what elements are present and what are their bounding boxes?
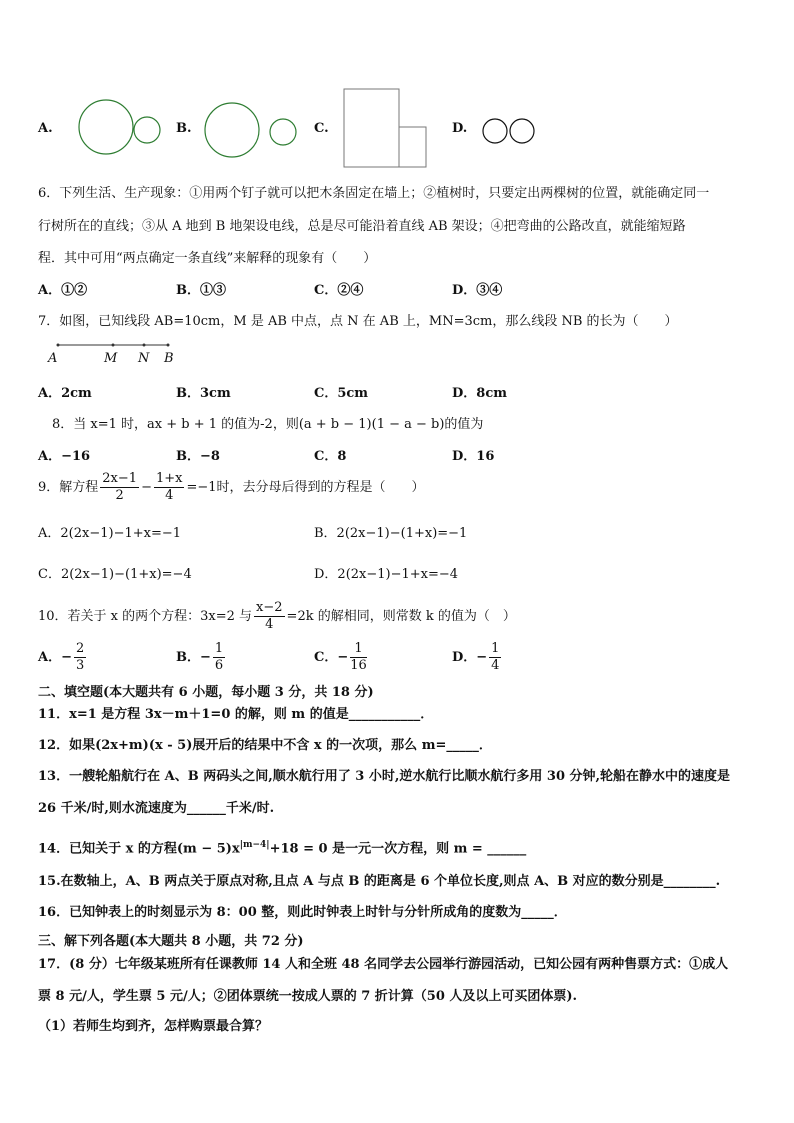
q7-text: 7．如图，已知线段 AB=10cm，M 是 AB 中点，点 N 在 AB 上，MN=3cm，那么线段 NB 的长为（ ） <box>38 314 678 329</box>
q7-point-a-label: A <box>48 351 58 366</box>
q9-option-b: B．2(2x−1)−(1+x)=−1 <box>314 526 468 541</box>
q9-frac1-numerator: 2x−1 <box>102 471 138 486</box>
q6-line2: 行树所在的直线；③从 A 地到 B 地架设电线，总是尽可能沿着直线 AB 架设；④把弯曲的公路改直，就能缩短路 <box>38 219 686 234</box>
q8-option-c: C．8 <box>314 449 347 464</box>
q10-option-a-den: 3 <box>75 658 85 673</box>
q6-option-a: A．①② <box>38 283 88 298</box>
q10-option-d <box>452 641 503 674</box>
q8-option-b: B．−8 <box>176 449 220 464</box>
q10-frac-numerator: x−2 <box>256 600 283 615</box>
q10-suffix: =2k 的解相同，则常数 k 的值为（ ） <box>286 609 516 624</box>
q14-exponent: |m−4| <box>239 840 270 850</box>
q10-option-a-label: A．− <box>38 650 72 665</box>
q16-text: 16．已知钟表上的时刻显示为 8：00 整，则此时钟表上时针与分针所成角的度数为_____． <box>38 905 567 920</box>
q10-option-b-num: 1 <box>214 641 224 656</box>
q7-point-m-dot <box>112 344 115 347</box>
q7-option-b: B．3cm <box>176 386 231 401</box>
q7-option-a: A．2cm <box>38 386 92 401</box>
q10-option-c-num: 1 <box>350 641 367 658</box>
q6-line3: 程．其中可用“两点确定一条直线”来解释的现象有（ ） <box>38 251 377 266</box>
q10-prefix: 10．若关于 x 的两个方程：3x=2 与 <box>38 609 253 624</box>
q6-option-b: B．①③ <box>176 283 226 298</box>
q14-text <box>38 836 526 858</box>
q8-option-a: A．−16 <box>38 449 91 464</box>
q10-stem <box>38 600 516 633</box>
q10-option-a <box>38 641 88 674</box>
q9-minus: − <box>141 480 152 495</box>
q7-segment-figure <box>0 0 794 400</box>
q8-option-d: D．16 <box>452 449 495 464</box>
q10-option-b-label: B．− <box>176 650 211 665</box>
section-2-heading: 二、填空题(本大题共有 6 小题，每小题 3 分，共 18 分) <box>38 685 374 700</box>
q10-option-c <box>314 641 369 674</box>
q9-stem <box>38 471 425 504</box>
q10-option-d-fraction <box>489 641 501 674</box>
q10-option-c-label: C．− <box>314 650 349 665</box>
q10-option-b <box>176 641 227 674</box>
q5-option-d-label: D. <box>452 121 468 136</box>
q9-suffix: =−1时，去分母后得到的方程是（ ） <box>186 480 425 495</box>
q9-prefix: 9．解方程 <box>38 480 99 495</box>
q8-text: 8．当 x=1 时，ax + b + 1 的值为-2，则(a + b − 1)(1 − a − b)的值为 <box>52 417 484 432</box>
q6-line1: 6．下列生活、生产现象：①用两个钉子就可以把木条固定在墙上；②植树时，只要定出两棵树的位置，就能确定同一 <box>38 186 710 201</box>
q17-line2: 票 8 元/人，学生票 5 元/人；②团体票统一按成人票的 7 折计算（50 人及以上可买团体票). <box>38 989 578 1004</box>
q5-option-c-label: C. <box>314 121 329 136</box>
q17-line1: 17．(8 分）七年级某班所有任课教师 14 人和全班 48 名同学去公园举行游园活动，已知公园有两种售票方式：①成人 <box>38 957 729 972</box>
q10-fraction <box>254 600 285 633</box>
q17-sub1: （1）若师生均到齐，怎样购票最合算？ <box>38 1019 269 1034</box>
q5-option-a-label: A. <box>38 121 53 136</box>
section-3-heading: 三、解下列各题(本大题共 8 小题，共 72 分) <box>38 934 304 949</box>
q9-option-d: D．2(2x−1)−1+x=−4 <box>314 567 459 582</box>
q7-option-c: C．5cm <box>314 386 369 401</box>
q6-option-d: D．③④ <box>452 283 503 298</box>
q10-option-d-num: 1 <box>491 641 500 656</box>
q15-text: 15.在数轴上，A、B 两点关于原点对称,且点 A 与点 B 的距离是 6 个单位长度,则点 A、B 对应的数分别是________. <box>38 874 721 889</box>
q7-option-d: D．8cm <box>452 386 507 401</box>
q14-prefix: 14．已知关于 x 的方程(m − 5)x <box>38 841 240 857</box>
q9-fraction-1 <box>100 471 139 504</box>
q10-option-c-den: 16 <box>350 658 367 673</box>
q9-option-c: C．2(2x−1)−(1+x)=−4 <box>38 567 192 582</box>
q9-frac2-numerator: 1+x <box>155 471 183 486</box>
q7-point-n-dot <box>143 344 146 347</box>
q5-option-b-label: B. <box>176 121 192 136</box>
q10-option-b-den: 6 <box>214 658 224 673</box>
q6-option-c: C．②④ <box>314 283 364 298</box>
q10-option-a-fraction <box>74 641 86 674</box>
q7-point-n-label: N <box>138 351 150 366</box>
q9-option-a: A．2(2x−1)−1+x=−1 <box>38 526 182 541</box>
q10-option-d-label: D．− <box>452 650 488 665</box>
q10-option-c-fraction <box>350 641 367 674</box>
q7-point-m-label: M <box>104 351 118 366</box>
q10-option-a-num: 2 <box>75 641 85 656</box>
q9-frac2-denominator: 4 <box>165 488 174 503</box>
q9-fraction-2 <box>154 471 185 504</box>
q11-text: 11．x=1 是方程 3x－m＋1=0 的解，则 m 的值是___________． <box>38 707 434 722</box>
q13-line1: 13．一艘轮船航行在 A、B 两码头之间,顺水航行用了 3 小时,逆水航行比顺水航行多用 30 分钟,轮船在静水中的速度是 <box>38 769 731 784</box>
q7-point-b-dot <box>167 344 170 347</box>
q10-option-b-fraction <box>213 641 225 674</box>
q10-option-d-den: 4 <box>491 658 500 673</box>
q7-point-b-label: B <box>164 351 174 366</box>
q10-frac-denominator: 4 <box>265 617 274 632</box>
q14-suffix: +18 = 0 是一元一次方程，则 m = ______ <box>269 841 527 857</box>
q7-point-a-dot <box>57 344 60 347</box>
q12-text: 12．如果(2x+m)(x - 5)展开后的结果中不含 x 的一次项，那么 m=_____． <box>38 738 492 753</box>
q13-line2: 26 千米/时,则水流速度为______千米/时. <box>38 801 275 816</box>
q9-frac1-denominator: 2 <box>115 488 124 503</box>
